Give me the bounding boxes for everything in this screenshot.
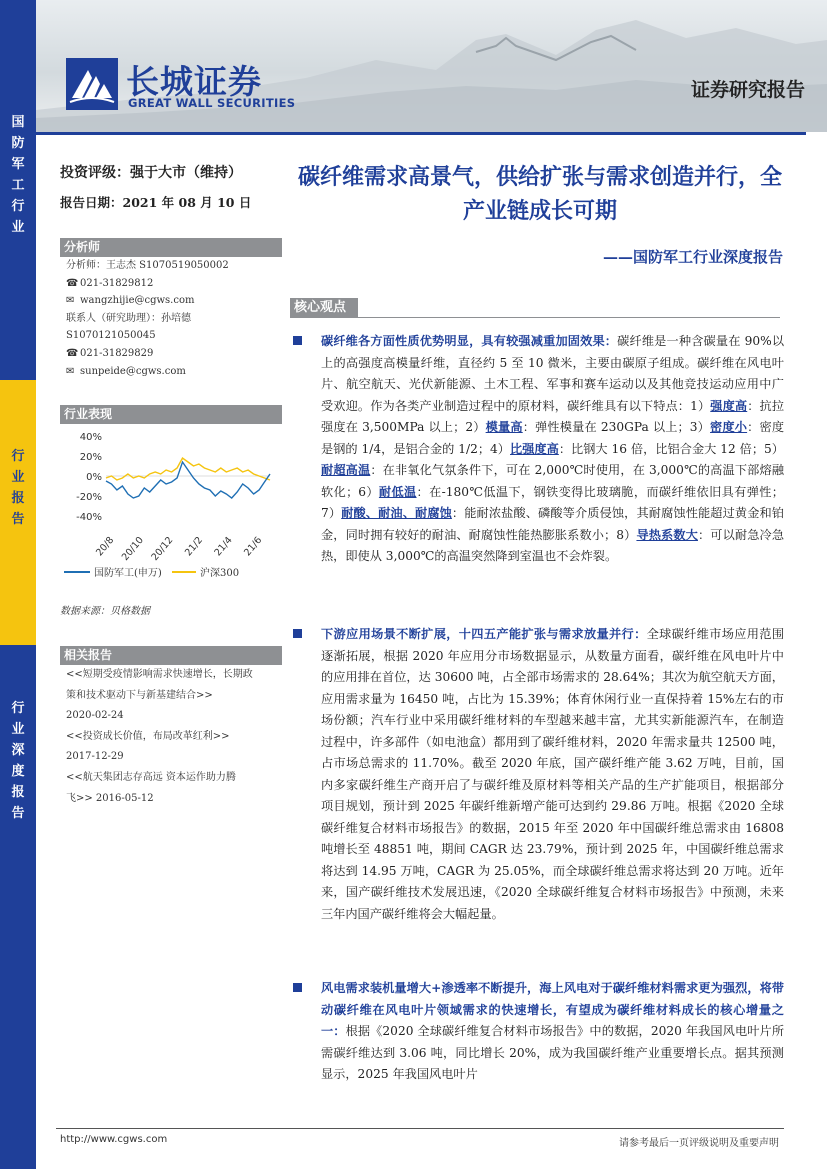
series-line-0 (106, 462, 270, 498)
x-tick-label: 20/10 (119, 534, 146, 563)
x-tick-label: 20/8 (94, 534, 117, 559)
analyst-line: ☎ 021-31829829 (66, 345, 286, 363)
legend-label: 国防军工(申万) (94, 568, 162, 579)
chart-source: 数据来源：贝格数据 (60, 606, 150, 617)
report-subtitle: ——国防军工行业深度报告 (602, 248, 783, 266)
footer-rule (56, 1128, 784, 1129)
analyst-line: 联系人（研究助理）：孙培德 (66, 312, 191, 324)
core-viewpoint-rule (290, 317, 780, 318)
industry-performance-chart (60, 424, 282, 592)
brand-name-cn: 长城证券 (126, 62, 262, 101)
related-date: 2020-02-24 (66, 710, 124, 722)
performance-chart-svg (60, 424, 282, 592)
y-tick-label: -20% (76, 492, 102, 503)
analyst-line: 分析师：王志杰 S1070519050002 (66, 260, 229, 271)
y-tick-label: 40% (79, 432, 102, 443)
paragraph-wind-power-demand: 风电需求装机量增大+渗透率不断提升，海上风电对于碳纤维材料需求更为强烈，将带动碳纤维在风电叶片领域需求的快速增长，有望成为碳纤维材料成长的核心增量之一：根据《2020 全球碳纤维复合材料市场报告》中的数据，2020 年我国风电叶片所需碳纤维达到 3.06 吨，同比增长 20%，成为我国碳纤维产业重要增长点。据其预测显示，2025 年我国风电叶片 (296, 978, 784, 1086)
x-tick-label: 21/6 (242, 534, 265, 559)
side-label-deep-report: 行 业 深 度 报 告 (11, 701, 25, 821)
side-label-report: 行 业 报 告 (0, 380, 36, 645)
y-tick-label: 0% (86, 472, 102, 483)
related-date: 2017-12-29 (66, 751, 124, 763)
investment-rating: 投资评级：强于大市（维持） (60, 165, 242, 181)
paragraph-carbon-fiber-properties: 碳纤维各方面性质优势明显，具有较强减重加固效果：碳纤维是一种含碳量在 90%以上的高强度高模量纤维，直径约 5 至 10 微米，主要由碳原子组成。碳纤维在风电叶片、航空航天、光伏新能源、土木工程、军事和赛车运动以及其他竞技运动应用中广受欢迎。作为各类产业制造过程中的原材料，碳纤维具有以下特点：1）强度高：抗拉强度在 3,500MPa 以上；2）模量高：弹性模量在 230GPa 以上；3）密度小：密度是钢的 1/4，是铝合金的 1/2；4）比强度高：比钢大 16 倍，比铝合金大 12 倍；5）耐超高温：在非氧化气氛条件下，可在 2,000℃时使用，在 3,000℃的高温下部熔融软化；6）耐低温：在-180℃低温下，钢铁变得比玻璃脆，而碳纤维依旧具有弹性；7）耐酸、耐油、耐腐蚀：能耐浓盐酸、磷酸等介质侵蚀，其耐腐蚀性能超过黄金和铂金，同时拥有较好的耐油、耐腐蚀性能热膨胀系数小；8）导热系数大：可以耐急冷急热，即使从 3,000℃的高温突然降到室温也不会炸裂。 (296, 331, 784, 568)
analyst-line: S1070121050045 (66, 330, 156, 342)
legend-label: 沪深300 (200, 568, 240, 579)
email-icon: ✉ (66, 295, 75, 307)
related-section-heading: 相关报告 (60, 646, 282, 664)
related-line[interactable]: <<投资成长价值，布局改革红利>> (66, 730, 230, 742)
related-line[interactable]: 飞>> 2016-05-12 (66, 792, 154, 804)
paragraph-downstream-applications: 下游应用场景不断扩展，十四五产能扩张与需求放量并行：全球碳纤维市场应用范围逐渐拓展，根据 2020 年应用分市场数据显示，从数量方面看，碳纤维在风电叶片中的应用排在首位，达 30600 吨，占全部市场需求的 28.64%；其次为航空航天方面，应用需求量为 16450 吨，占比为 15.39%；体育休闲行业一直保持着 15%左右的市场份额；汽车行业中采用碳纤维材料的车型越来越丰富，尤其实新能源汽车，在制造过程中，许多部件（如电池盒）都用到了碳纤维材料，2020 年需求量共 12500 吨，占市场总需求的 11.70%。截至 2020 年底，国产碳纤维产能 3.62 万吨，目前，国内多家碳纤维生产商开启了与碳纤维及原材料等相关产品的生产扩能项目，根据部分项目规划，预计到 2025 年碳纤维新增产能可达到约 29.86 万吨。根据《2020 全球碳纤维复合材料市场报告》的数据，2015 年至 2020 年中国碳纤维总需求由 16808 吨增长至 48851 吨，期间 CAGR 达 23.79%，预计到 2025 年，中国碳纤维总需求将达到 14.95 万吨，CAGR 为 25.05%，而全球碳纤维总需求将达到 20 万吨。近年来，国产碳纤维技术发展迅速，《2020 全球碳纤维复合材料市场报告》中预测，未来三年内国产碳纤维将会大幅起量。 (296, 624, 784, 925)
related-line[interactable]: <<短期受疫情影响需求快速增长，长期政 (66, 669, 253, 680)
report-type-label: 证券研究报告 (690, 79, 805, 101)
related-line[interactable]: <<航天集团志存高远 资本运作助力腾 (66, 771, 236, 783)
y-tick-label: 20% (79, 452, 102, 463)
page-header (36, 0, 827, 132)
performance-section-heading: 行业表现 (60, 405, 282, 423)
x-tick-label: 21/4 (212, 534, 235, 559)
core-viewpoint-heading (290, 298, 780, 318)
x-tick-label: 20/12 (149, 534, 176, 563)
side-band (0, 0, 36, 1169)
analyst-section-heading: 分析师 (60, 238, 282, 256)
brand-name-en: GREAT WALL SECURITIES (128, 96, 296, 110)
footer-website-link[interactable]: http://www.cgws.com (60, 1134, 168, 1145)
analyst-line: ☎ 021-31829812 (66, 275, 286, 293)
core-viewpoint-label: 核心观点 (290, 298, 358, 318)
phone-icon: ☎ (66, 277, 79, 289)
footer-disclaimer: 请参考最后一页评级说明及重要声明 (619, 1138, 779, 1149)
side-label-industry: 国 防 军 工 行 业 (11, 115, 25, 235)
email-icon: ✉ (66, 365, 75, 377)
header-divider (36, 132, 806, 135)
phone-icon: ☎ (66, 347, 79, 359)
bullet-square-icon (293, 983, 302, 992)
analyst-line: ✉ sunpeide@cgws.com (66, 363, 286, 381)
report-date: 报告日期：2021 年 08 月 10 日 (60, 195, 252, 210)
analyst-line: ✉ wangzhijie@cgws.com (66, 292, 286, 310)
y-tick-label: -40% (76, 512, 102, 523)
related-reports (66, 665, 282, 809)
related-line[interactable]: 策和技术驱动下与新基建结合>> (66, 689, 213, 701)
x-tick-label: 21/2 (182, 534, 206, 559)
report-title: 碳纤维需求高景气，供给扩张与需求创造并行，全产业链成长可期 (297, 164, 782, 224)
bullet-square-icon (293, 629, 302, 638)
analyst-info (66, 257, 286, 380)
bullet-square-icon (293, 336, 302, 345)
great-wall-logo-icon (66, 58, 118, 110)
